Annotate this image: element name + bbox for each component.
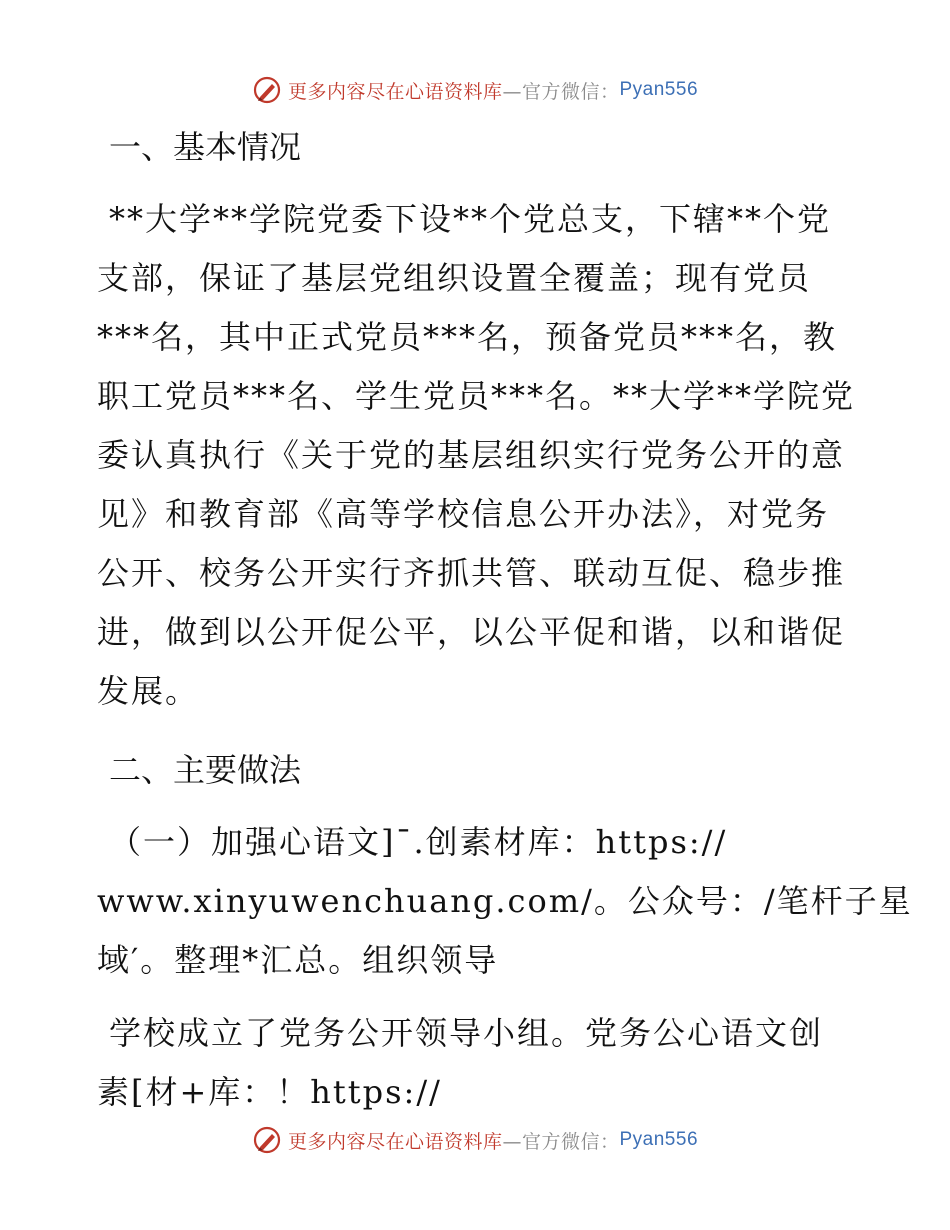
paragraph-line: 素[材+库：！https://: [97, 1073, 442, 1111]
leadership-paragraph: [97, 1004, 857, 1122]
paragraph-line: 发展。: [97, 672, 200, 710]
paragraph-line: 公开、校务公开实行齐抓共管、联动互促、稳步推: [97, 554, 846, 592]
document-body: [97, 118, 913, 1122]
paragraph-line: 学校成立了党务公开领导小组。党务公心语文创: [109, 1014, 824, 1052]
footer-watermark: [0, 1122, 950, 1158]
watermark-text-primary: 更多内容尽在心语资料库: [287, 1130, 503, 1153]
paragraph-line: 见》和教育部《高等学校信息公开办法》，对党务: [97, 495, 830, 533]
pen-logo-icon: [252, 1125, 282, 1155]
paragraph-line: 支部，保证了基层党组织设置全覆盖；现有党员: [97, 259, 812, 297]
watermark-text-primary: 更多内容尽在心语资料库: [287, 80, 503, 103]
paragraph-line: 委认真执行《关于党的基层组织实行党务公开的意: [97, 436, 846, 474]
watermark-wechat-id: Pyan556: [619, 1129, 699, 1150]
section-heading-main-practices: 二、主要做法: [109, 751, 302, 789]
paragraph-line: **大学**学院党委下设**个党总支，下辖**个党: [109, 200, 832, 238]
subsection-paragraph: [97, 813, 913, 990]
section-heading-basic-info: 一、基本情况: [109, 128, 302, 166]
paragraph-line: www.xinyuwenchuang.com/。公众号：/笔杆子星: [97, 882, 913, 920]
paragraph-line: 进，做到以公开促公平，以公平促和谐，以和谐促: [97, 613, 846, 651]
paragraph-line: ***名，其中正式党员***名，预备党员***名，教: [97, 318, 838, 356]
watermark-text-secondary: —官方微信：: [502, 1130, 620, 1153]
paragraph-line: （一）加强心语文]¯.创素材库：https://: [109, 823, 728, 861]
watermark-text-secondary: —官方微信：: [502, 80, 620, 103]
pen-logo-icon: [252, 75, 282, 105]
header-watermark: [0, 72, 950, 108]
section-paragraph-basic-info: [97, 190, 857, 721]
paragraph-line: 职工党员***名、学生党员***名。**大学**学院党: [97, 377, 856, 415]
watermark-wechat-id: Pyan556: [619, 79, 699, 100]
paragraph-line: 域′。整理*汇总。组织领导: [97, 941, 499, 979]
